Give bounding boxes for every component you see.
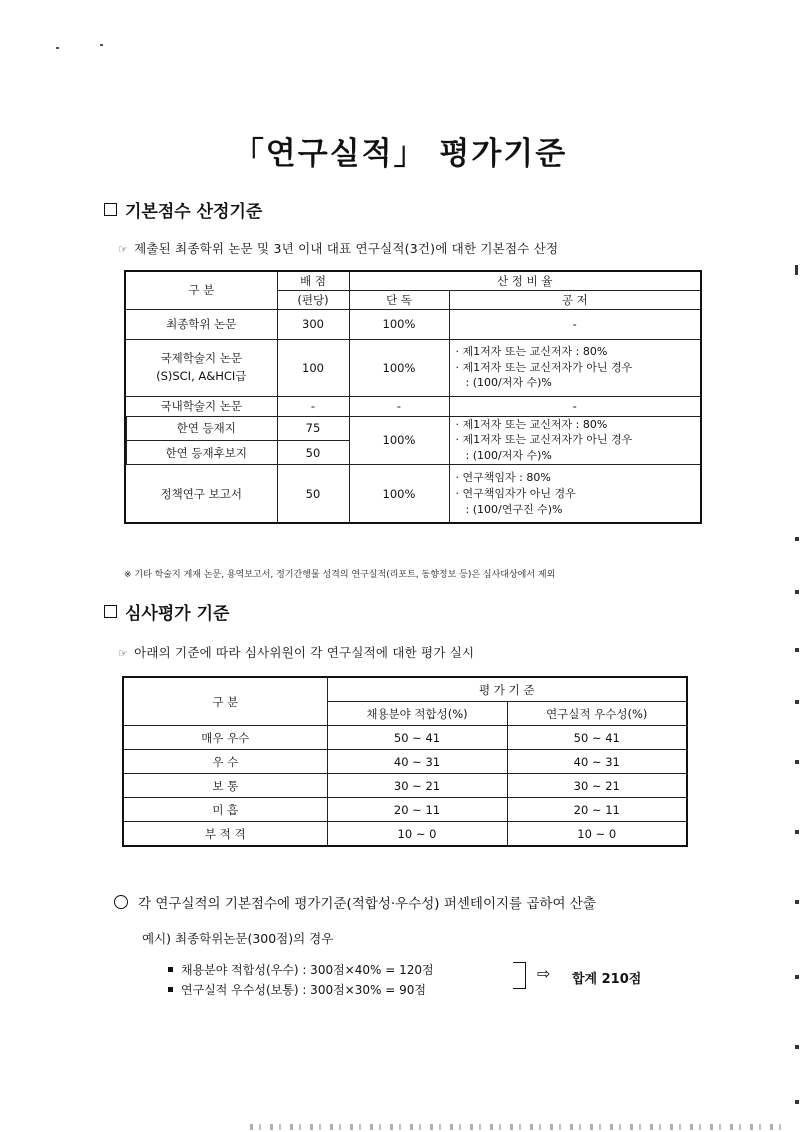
scan-edge-mark: [795, 975, 799, 979]
scan-edge-mark: [795, 1100, 799, 1104]
header-category: 구 분: [123, 677, 327, 726]
table-footnote: ※ 기타 학술지 게재 논문, 용역보고서, 정기간행물 성격의 연구실적(리포트, 동향정보 등)은 심사대상에서 제외: [124, 570, 556, 580]
row-score: 50: [277, 440, 349, 464]
joint-line: · 제1저자 또는 교신저자가 아닌 경우: [455, 433, 633, 447]
joint-line: · 제1저자 또는 교신저자 : 80%: [455, 417, 608, 431]
note-text: 제출된 최종학위 논문 및 3년 이내 대표 연구실적(3건)에 대한 기본점수 산정: [134, 241, 559, 256]
row-excellence: 30 ~ 21: [507, 774, 687, 798]
scan-edge-mark: [795, 537, 799, 541]
row-fit: 10 ~ 0: [327, 822, 507, 847]
header-joint: 공 저: [449, 290, 701, 309]
row-excellence: 40 ~ 31: [507, 750, 687, 774]
joint-line: · 연구책임자가 아닌 경우: [455, 486, 576, 500]
table-row: [125, 309, 701, 339]
row-category: 정책연구 보고서: [125, 465, 277, 523]
section-basic-score: [104, 197, 262, 222]
checkbox-square-icon: [104, 605, 117, 618]
section-heading: 기본점수 산정기준: [125, 202, 263, 222]
row-single: 100%: [349, 465, 449, 523]
row-grade: 부 적 격: [123, 822, 327, 847]
scan-edge-mark: [795, 648, 799, 652]
row-excellence: 50 ~ 41: [507, 726, 687, 750]
row-score: 50: [277, 465, 349, 523]
row-joint: -: [449, 309, 701, 339]
row-grade: 보 통: [123, 774, 327, 798]
square-bullet-icon: [168, 987, 173, 992]
row-score: 75: [277, 416, 349, 440]
scan-edge-mark: [795, 900, 799, 904]
row-single: 100%: [349, 339, 449, 396]
table-row: [123, 822, 687, 847]
row-excellence: 10 ~ 0: [507, 822, 687, 847]
row-category: 국내학술지 논문: [125, 396, 277, 416]
row-fit: 30 ~ 21: [327, 774, 507, 798]
square-bullet-icon: [168, 967, 173, 972]
example-line-text: 연구실적 우수성(보통) : 300점×30% = 90점: [181, 983, 426, 997]
row-category: 최종학위 논문: [125, 309, 277, 339]
scan-edge-mark: [795, 830, 799, 834]
scan-edge-mark: [795, 760, 799, 764]
row-excellence: 20 ~ 11: [507, 798, 687, 822]
section-note: [118, 643, 474, 661]
section-heading: 심사평가 기준: [125, 604, 230, 624]
page-title: 「연구실적」 평가기준: [232, 136, 568, 172]
row-fit: 40 ~ 31: [327, 750, 507, 774]
row-joint: [449, 465, 701, 523]
row-fit: 50 ~ 41: [327, 726, 507, 750]
calculation-text: 각 연구실적의 기본점수에 평가기준(적합성·우수성) 퍼센테이지를 곱하여 산출: [138, 896, 596, 912]
calculation-statement: [114, 892, 596, 912]
bracket-icon: [513, 962, 526, 989]
row-grade: 우 수: [123, 750, 327, 774]
header-ratio: 산 정 비 율: [349, 271, 701, 290]
pointing-hand-icon: ☞: [118, 647, 129, 660]
total-score: 합계 210점: [572, 972, 642, 987]
table-row: [125, 339, 701, 396]
table-row: [123, 798, 687, 822]
row-grade: 미 흡: [123, 798, 327, 822]
basic-score-table: [124, 270, 702, 524]
row-joint: [449, 339, 701, 396]
scan-edge-mark: [795, 265, 798, 275]
header-score: 배 점: [277, 271, 349, 290]
scan-bottom-noise: [250, 1124, 790, 1130]
checkbox-square-icon: [104, 203, 117, 216]
right-arrow-icon: ⇨: [537, 964, 551, 983]
scan-edge-mark: [795, 700, 799, 704]
scan-edge-mark: [795, 590, 799, 594]
row-category-line: 국제학술지 논문: [160, 351, 242, 366]
circle-bullet-icon: [114, 895, 128, 909]
joint-line: : (100/연구진 수)%: [465, 502, 563, 516]
review-criteria-table: [122, 676, 688, 847]
joint-line: · 연구책임자 : 80%: [455, 470, 551, 484]
header-single: 단 독: [349, 290, 449, 309]
header-criteria: 평 가 기 준: [327, 677, 687, 702]
row-fit: 20 ~ 11: [327, 798, 507, 822]
row-score: 300: [277, 309, 349, 339]
header-excellence: 연구실적 우수성(%): [507, 702, 687, 726]
example-line: [168, 961, 434, 978]
row-score: 100: [277, 339, 349, 396]
scan-edge-mark: [795, 1045, 799, 1049]
row-single: 100%: [349, 309, 449, 339]
table-row: [123, 726, 687, 750]
scan-speck: [56, 47, 59, 49]
joint-line: · 제1저자 또는 교신저자가 아닌 경우: [455, 360, 633, 374]
row-score: -: [277, 396, 349, 416]
example-line-text: 채용분야 적합성(우수) : 300점×40% = 120점: [181, 963, 434, 977]
table-row: [123, 774, 687, 798]
row-category: 한연 등재후보지: [125, 440, 277, 464]
example-line: [168, 981, 426, 998]
row-single: -: [349, 396, 449, 416]
row-category-line: (S)SCI, A&HCI급: [156, 368, 247, 383]
row-category: [125, 339, 277, 396]
joint-line: : (100/저자 수)%: [465, 376, 552, 390]
scan-speck: [100, 44, 103, 46]
header-fit: 채용분야 적합성(%): [327, 702, 507, 726]
joint-line: : (100/저자 수)%: [465, 449, 552, 463]
note-text: 아래의 기준에 따라 심사위원이 각 연구실적에 대한 평가 실시: [134, 645, 475, 660]
section-review-criteria: [104, 599, 229, 624]
section-note: [118, 239, 558, 257]
pointing-hand-icon: ☞: [118, 243, 129, 256]
row-category: 한연 등재지: [125, 416, 277, 440]
row-joint: -: [449, 396, 701, 416]
row-joint: [449, 416, 701, 465]
table-row: [125, 416, 701, 440]
joint-line: · 제1저자 또는 교신저자 : 80%: [455, 344, 608, 358]
header-category: 구 분: [125, 271, 277, 309]
table-row: [123, 750, 687, 774]
row-grade: 매우 우수: [123, 726, 327, 750]
row-single: 100%: [349, 416, 449, 465]
table-row: [125, 396, 701, 416]
table-row: [125, 465, 701, 523]
header-score-sub: (편당): [277, 290, 349, 309]
example-label: 예시) 최종학위논문(300점)의 경우: [142, 931, 334, 946]
